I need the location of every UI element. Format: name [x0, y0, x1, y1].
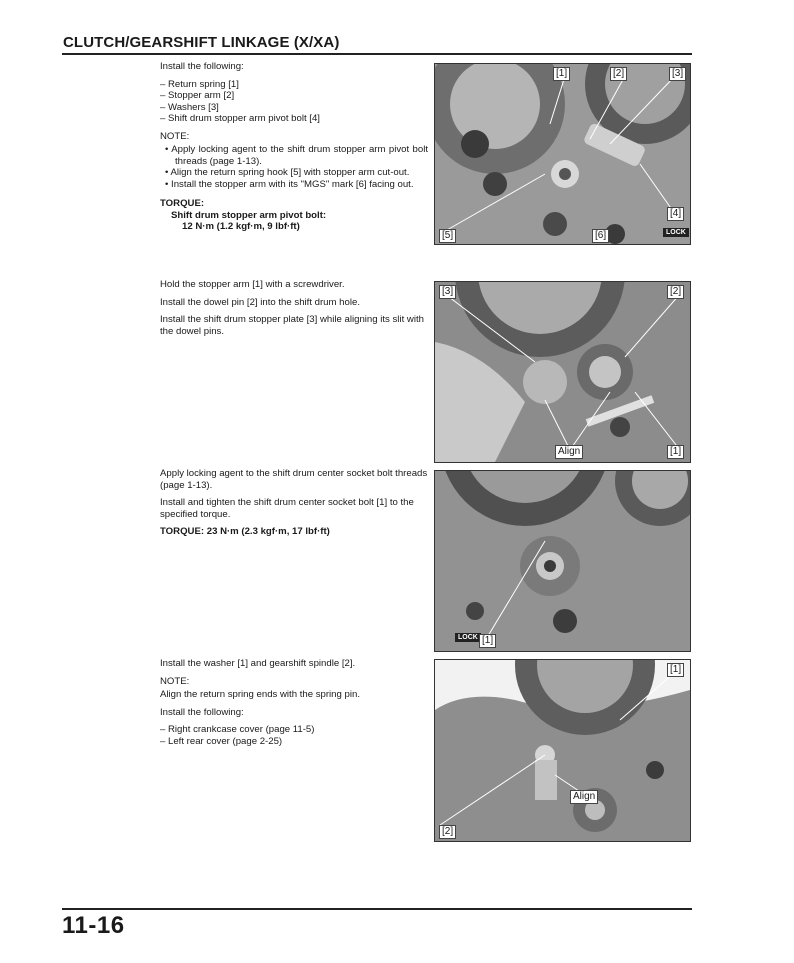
callout-4: [4] — [667, 207, 684, 221]
section-3-text — [160, 468, 428, 544]
s1-item: – Return spring [1] — [160, 78, 239, 90]
callout-1: [1] — [667, 663, 684, 677]
page-header-title: CLUTCH/GEARSHIFT LINKAGE (X/XA) — [63, 34, 340, 51]
s1-item: – Washers [3] — [160, 101, 219, 113]
photo-stopper-plate-align — [434, 281, 691, 463]
s1-torque-item: Shift drum stopper arm pivot bolt: — [171, 209, 327, 221]
callout-2: [2] — [667, 285, 684, 299]
callout-3: [3] — [439, 285, 456, 299]
engine-photo-2 — [435, 282, 690, 462]
s4-item: – Right crankcase cover (page 11-5) — [160, 724, 315, 735]
s2-p3: Install the shift drum stopper plate [3] while aligning its slit with the dowel pins. — [160, 314, 424, 337]
s1-item: – Shift drum stopper arm pivot bolt [4] — [160, 113, 320, 124]
photo-gearshift-spindle — [434, 659, 691, 842]
callout-6: [6] — [592, 229, 609, 243]
s1-intro: Install the following: — [160, 61, 244, 72]
s4-item-list — [160, 724, 428, 747]
page-number: 11-16 — [62, 912, 125, 939]
s4-item: – Left rear cover (page 2-25) — [160, 735, 283, 747]
callout-2: [2] — [610, 67, 627, 81]
s1-note: • Apply locking agent to the shift drum stopper arm pivot bolt threads (page 1-13). — [165, 144, 428, 167]
section-1-text — [160, 61, 428, 233]
locking-agent-icon: LOCK — [455, 633, 481, 642]
align-label: Align — [555, 445, 583, 459]
s1-note: • Install the stopper arm with its "MGS" mark [6] facing out. — [165, 178, 414, 190]
align-label: Align — [570, 790, 598, 804]
locking-agent-icon: LOCK — [663, 228, 689, 237]
section-4-text — [160, 658, 428, 753]
s1-item: – Stopper arm [2] — [160, 90, 235, 101]
s1-note-list — [160, 144, 428, 190]
s1-torque-value: 12 N·m (1.2 kgf·m, 9 lbf·ft) — [182, 221, 300, 232]
s4-p1: Install the washer [1] and gearshift spindle [2]. — [160, 658, 356, 669]
callout-1: [1] — [667, 445, 684, 459]
s1-item-list — [160, 79, 428, 125]
s3-p1: Apply locking agent to the shift drum center socket bolt threads (page 1-13). — [160, 468, 428, 491]
header-rule — [62, 53, 692, 55]
engine-photo-4 — [435, 660, 690, 841]
s1-torque-label: TORQUE: — [160, 198, 205, 209]
s2-p2: Install the dowel pin [2] into the shift drum hole. — [160, 296, 360, 308]
callout-1: [1] — [553, 67, 570, 81]
s4-intro: Install the following: — [160, 706, 244, 718]
s1-note: • Align the return spring hook [5] with stopper arm cut-out. — [165, 167, 410, 178]
s3-torque: TORQUE: 23 N·m (2.3 kgf·m, 17 lbf·ft) — [160, 526, 330, 537]
callout-3: [3] — [669, 67, 686, 81]
s4-note-label: NOTE: — [160, 675, 190, 687]
footer-rule — [62, 908, 692, 910]
s1-note-label: NOTE: — [160, 130, 190, 142]
s4-note: Align the return spring ends with the spring pin. — [160, 689, 360, 700]
engine-photo-3 — [435, 471, 690, 651]
s2-p1: Hold the stopper arm [1] with a screwdriver. — [160, 279, 345, 290]
photo-center-socket-bolt — [434, 470, 691, 652]
callout-5: [5] — [439, 229, 456, 243]
photo-stopper-arm-install — [434, 63, 691, 245]
callout-1: [1] — [479, 634, 496, 648]
callout-2: [2] — [439, 825, 456, 839]
s3-p2: Install and tighten the shift drum center socket bolt [1] to the specified torque. — [160, 497, 414, 520]
engine-photo-1 — [435, 64, 690, 244]
section-2-text — [160, 279, 428, 343]
